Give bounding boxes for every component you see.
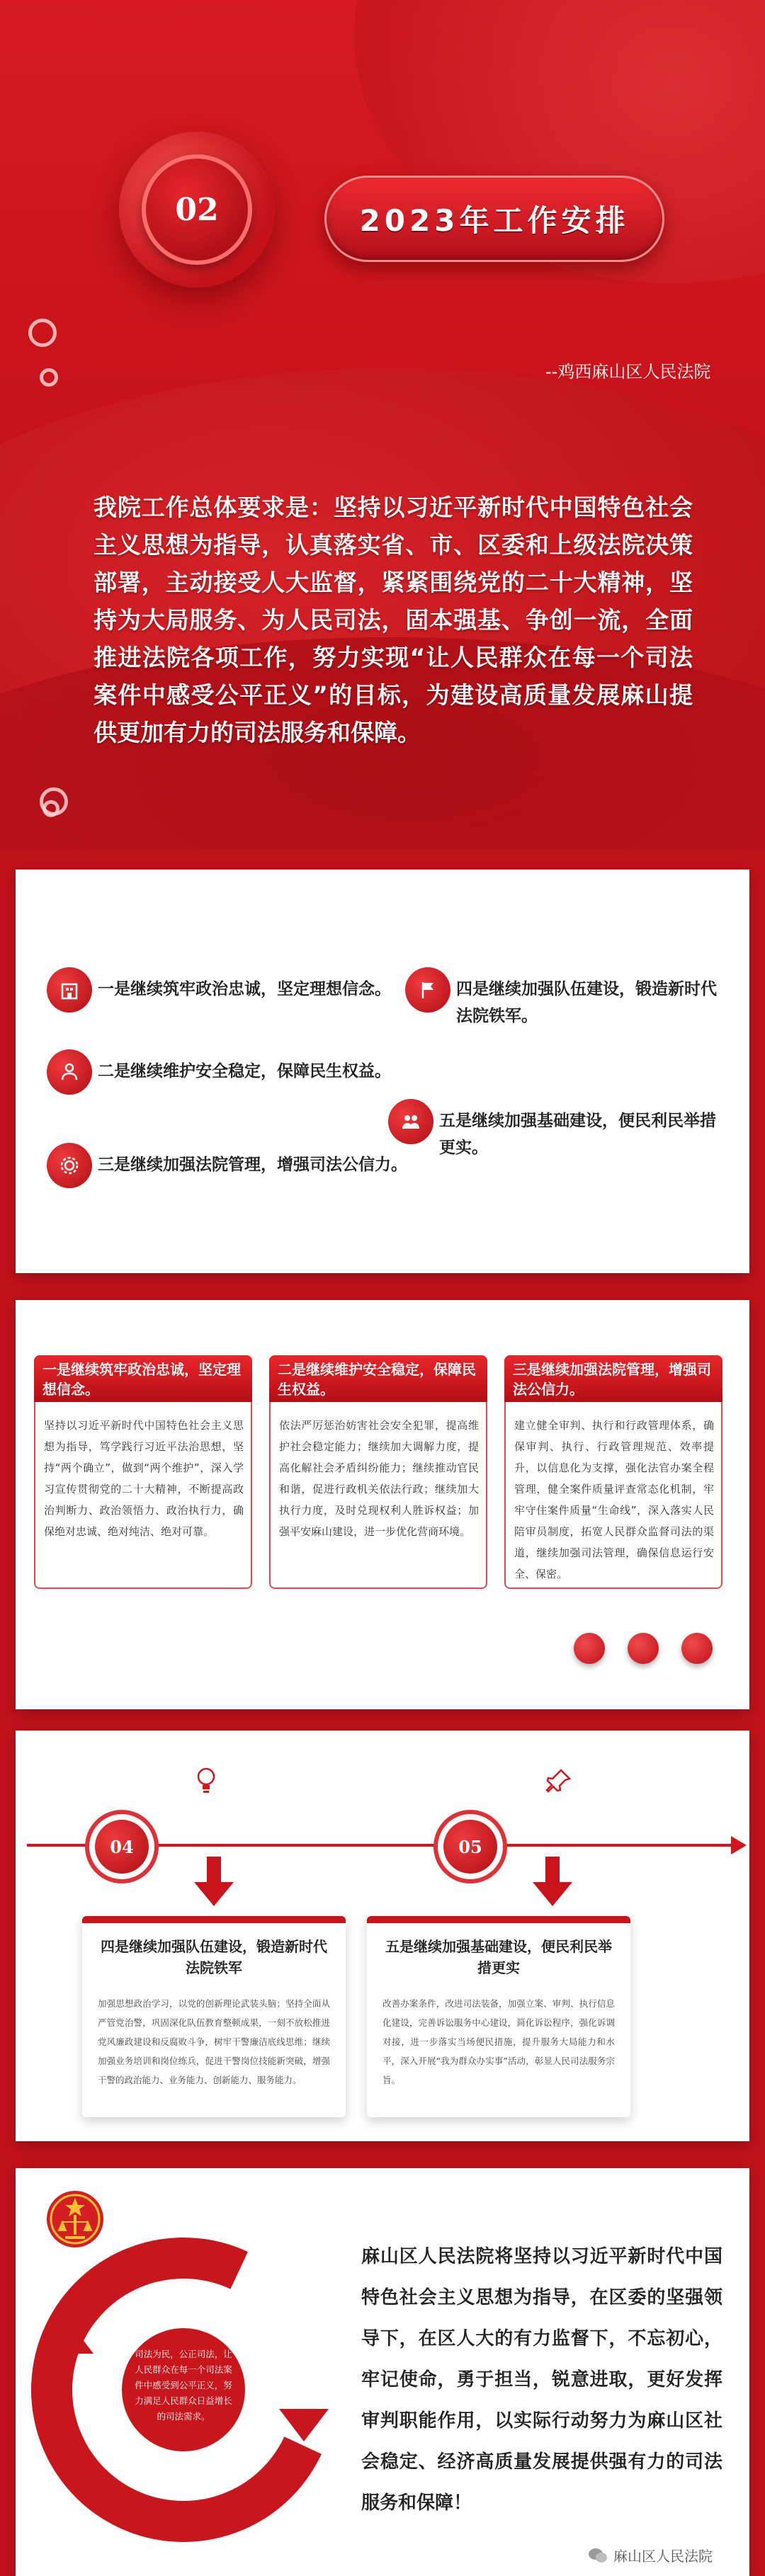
card-body: 坚持以习近平新时代中国特色社会主义思想为指导，笃学践行习近平法治思想，坚持“两个确立”，做到“两个维护”，深入学习宣传贯彻党的二十大精神，不断提高政治判断力、政治领悟力、政治执行力，确保绝对忠诚、绝对纯洁、绝对可靠。: [44, 1419, 244, 1538]
ring-arrow-icon: [44, 2318, 94, 2371]
decor-dot: [574, 1633, 605, 1664]
task-list-panel: [16, 870, 749, 1273]
pin-icon: [545, 1767, 572, 1797]
timeline-card-title: 五是继续加强基础建设，便民利民举措更实: [385, 1938, 612, 1976]
gear-icon: [47, 1143, 92, 1188]
timeline-card-body: 加强思想政治学习，以党的创新理论武装头脑；坚持全面从严管党治警，巩固深化队伍教育整顿成果，一刻不放松推进党风廉政建设和反腐败斗争，树牢干警廉洁底线思维；继续加强业务培训和岗位练兵，促进干警岗位技能新突破，增强干警的政治能力、业务能力、创新能力、服务能力。: [98, 1998, 330, 2085]
ring-arrow-icon: [279, 2395, 329, 2447]
task-item: [47, 967, 401, 1013]
card-title: 一是继续筑牢政治忠诚，坚定理想信念。: [34, 1355, 252, 1402]
ring-decoration: [28, 319, 57, 347]
timeline-card: [82, 1916, 346, 2117]
task-text: 一是继续筑牢政治忠诚，坚定理想信念。: [98, 980, 391, 998]
task-item: [405, 967, 724, 1030]
card-body: 建立健全审判、执行和行政管理体系，确保审判、执行、行政管理规范、效率提升，以信息化为支撑，强化法官办案全程管理，健全案件质量评查常态化机制，牢牢守住案件质量“生命线”，深入落实人民陪审员制度，拓宽人民群众监督司法的渠道，继续加强司法管理，确保信息运行安全、保密。: [514, 1419, 714, 1580]
detail-cards-panel: [16, 1300, 749, 1709]
down-arrow-icon: [533, 1857, 572, 1906]
flag-icon: [405, 967, 450, 1013]
closing-paragraph: 麻山区人民法院将坚持以习近平新时代中国特色社会主义思想为指导，在区委的坚强领导下，在区人大的有力监督下，不忘初心，牢记使命，勇于担当，锐意进取，更好发挥审判职能作用，以实际行动努力为麻山区社会稳定、经济高质量发展提供强有力的司法服务和保障！: [361, 2246, 722, 2514]
ring-decoration: [42, 800, 60, 817]
task-item: [47, 1049, 401, 1095]
task-item: [388, 1099, 721, 1161]
watermark: [588, 2545, 713, 2565]
timeline-number: 05: [443, 1820, 497, 1874]
card-body: 依法严厉惩治妨害社会安全犯罪，提高维护社会稳定能力；继续加大调解力度，提高化解社会矛盾纠纷能力；继续推动官民和谐，促进行政机关依法行政；继续加大执行力度，及时兑现权利人胜诉权益；加强平安麻山建设，进一步优化营商环境。: [279, 1419, 479, 1538]
timeline-arrow-icon: [731, 1836, 747, 1854]
task-text: 四是继续加强队伍建设，锻造新时代法院铁军。: [456, 980, 717, 1025]
card-title: 二是继续维护安全稳定，保障民生权益。: [269, 1355, 487, 1402]
intro-paragraph: 我院工作总体要求是：坚持以习近平新时代中国特色社会主义思想为指导，认真落实省、市、区委和上级法院决策部署，主动接受人大监督，紧紧围绕党的二十大精神，坚持为大局服务、为人民司法，固本强基、争创一流，全面推进法院各项工作，努力实现“让人民群众在每一个司法案件中感受公平正义”的目标，为建设高质量发展麻山提供更加有力的司法服务和保障。: [94, 494, 693, 746]
court-signature: --鸡西麻山区人民法院: [545, 362, 711, 382]
detail-card: [269, 1355, 487, 1589]
task-text: 二是继续维护安全稳定，保障民生权益。: [98, 1062, 391, 1081]
people-icon: [47, 1049, 92, 1095]
court-emblem-icon: [44, 2188, 106, 2255]
page-title: 2023年工作安排: [324, 176, 664, 262]
ring-center-text: 司法为民，公正司法，让人民群众在每一个司法案件中感受到公平正义，努力满足人民群众日益增长的司法需求。: [122, 2328, 245, 2451]
bulb-icon: [194, 1766, 218, 1797]
ring-decoration: [40, 368, 58, 387]
timeline-card-body: 改善办案条件，改进司法装备，加强立案、审判、执行信息化建设，完善诉讼服务中心建设，简化诉讼程序，强化诉调对接，进一步落实当场便民措施，提升服务大局能力和水平，深入开展“我为群众办实事”活动，彰显人民司法服务宗旨。: [382, 1998, 615, 2085]
task-text: 五是继续加强基础建设，便民利民举措更实。: [439, 1112, 716, 1157]
team-icon: [388, 1099, 434, 1144]
down-arrow-icon: [194, 1857, 234, 1906]
task-text: 三是继续加强法院管理，增强司法公信力。: [98, 1156, 407, 1174]
section-number: 02: [142, 154, 252, 265]
wechat-icon: [588, 2548, 608, 2563]
timeline-number: 04: [95, 1820, 149, 1874]
card-title: 三是继续加强法院管理，增强司法公信力。: [504, 1355, 722, 1402]
decor-dot: [628, 1633, 659, 1664]
timeline-card: [367, 1916, 630, 2117]
decor-dot: [681, 1633, 713, 1664]
timeline-card-title: 四是继续加强队伍建设，锻造新时代法院铁军: [101, 1938, 327, 1976]
hero-section: [0, 0, 765, 850]
task-item: [47, 1143, 415, 1188]
building-icon: [47, 967, 92, 1013]
detail-card: [504, 1355, 722, 1589]
timeline-node: [85, 1810, 159, 1883]
detail-card: [34, 1355, 252, 1589]
watermark-text: 麻山区人民法院: [613, 2548, 713, 2565]
closing-panel: [16, 2168, 749, 2576]
timeline-node: [434, 1810, 507, 1883]
timeline-panel: [16, 1731, 749, 2141]
